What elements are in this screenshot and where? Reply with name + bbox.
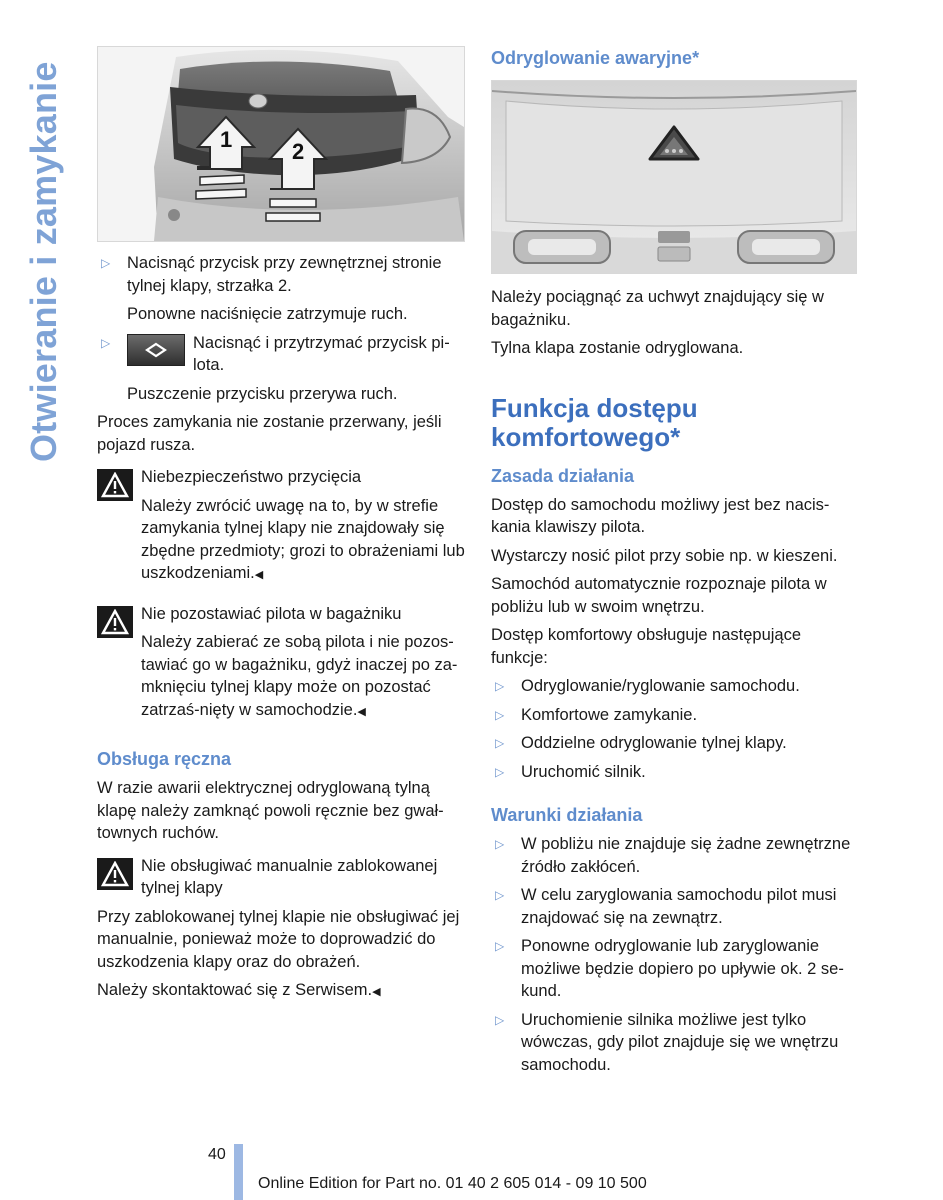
warning-block (97, 466, 465, 587)
triangle-right-icon: ▷ (495, 888, 505, 902)
paragraph: Puszczenie przycisku przerywa ruch. (127, 384, 398, 403)
paragraph: Dostęp komfortowy obsługuje następujące funkcje: (491, 626, 802, 667)
list-item (491, 675, 861, 698)
list-item (97, 252, 465, 297)
warning-block (97, 855, 465, 900)
list-item (491, 935, 861, 1003)
paragraph: Ponowne naciśnięcie zatrzymuje ruch. (127, 305, 408, 323)
paragraph: Tylna klapa zostanie odryglowana. (491, 339, 744, 357)
section-heading-principle: Zasada działania (491, 465, 635, 486)
triangle-right-icon: ▷ (101, 256, 111, 270)
warning-triangle-icon (97, 469, 133, 501)
right-column (491, 46, 861, 1082)
list-item (491, 884, 861, 929)
bullet-text: Odryglowanie/ryglowanie samochodu. (521, 677, 800, 695)
bullet-text: Uruchomić silnik. (521, 762, 646, 781)
paragraph: Przy zablokowanej tylnej klapie nie obsługiwać jej manualnie, ponieważ może to doprowadzić do uszkodzenia klapy oraz do obrażeń. (97, 907, 460, 971)
warning-title: Niebezpieczeństwo przycięcia (141, 468, 362, 486)
list-item (491, 704, 861, 727)
figure-label-2: 2 (292, 139, 305, 164)
warning-title: Nie obsługiwać manualnie zablokowanej tylnej klapy (141, 856, 438, 897)
warning-body: Należy zwrócić uwagę na to, by w strefie zamykania tylnej klapy nie znajdowały się zbędne przedmioty; grozi to obrażeniami lub uszkodzeniami.◀ (141, 496, 465, 582)
section-heading-comfort-access: Funkcja dostępu komfortowego* (491, 392, 698, 452)
warning-title: Nie pozostawiać pilota w bagażniku (141, 604, 402, 623)
bullet-text: Nacisnąć i przytrzymać przycisk pi-lota. (193, 333, 450, 374)
paragraph: Wystarczy nosić pilot przy sobie np. w kieszeni. (491, 546, 838, 565)
list-item (491, 732, 861, 755)
tailgate-exterior-figure (97, 46, 465, 242)
bullet-text: Uruchomienie silnika możliwe jest tylko wówczas, gdy pilot znajduje się we wnętrzu samochodu. (521, 1010, 839, 1074)
remote-key-icon (127, 334, 185, 366)
list-item (97, 332, 465, 377)
list-item (491, 1009, 861, 1077)
triangle-right-icon: ▷ (495, 679, 505, 693)
triangle-right-icon: ▷ (495, 837, 505, 851)
list-item (491, 833, 861, 878)
bullet-text: Nacisnąć przycisk przy zewnętrznej stronie tylnej klapy, strzałka 2. (127, 254, 442, 295)
triangle-right-icon: ▷ (495, 764, 505, 779)
warning-body: Należy zabierać ze sobą pilota i nie pozos-tawiać go w bagażniku, gdyż inaczej po za-mknięciu tylnej klapy może on pozostać zatrzaś-nięty w samochodzie.◀ (141, 633, 458, 719)
end-of-section-icon: ◀ (254, 569, 264, 581)
emergency-release-figure (491, 80, 857, 274)
bullet-text: W celu zaryglowania samochodu pilot musi znajdować się na zewnątrz. (521, 886, 837, 927)
warning-block (97, 603, 465, 724)
edition-note: Online Edition for Part no. 01 40 2 605 014 - 09 10 500 (258, 1175, 647, 1192)
left-column (97, 46, 465, 1010)
page-number: 40 (208, 1146, 226, 1163)
bullet-text: Oddzielne odryglowanie tylnej klapy. (521, 734, 787, 752)
end-of-section-icon: ◀ (357, 705, 366, 718)
bullet-text: W pobliżu nie znajduje się żadne zewnętrzne źródło zakłóceń. (521, 835, 851, 876)
triangle-right-icon: ▷ (101, 335, 111, 350)
paragraph: Należy pociągnąć za uchwyt znajdujący się w bagażniku. (491, 288, 824, 329)
bullet-text: Ponowne odryglowanie lub zaryglowanie możliwe będzie dopiero po upływie ok. 2 se-kund. (521, 937, 844, 1000)
paragraph: Należy skontaktować się z Serwisem.◀ (97, 981, 381, 999)
warning-triangle-icon (97, 606, 133, 638)
figure-label-1: 1 (220, 127, 233, 152)
list-item (491, 761, 861, 784)
paragraph: Dostęp do samochodu możliwy jest bez nacis-kania klawiszy pilota. (491, 495, 830, 536)
section-heading-emergency: Odryglowanie awaryjne* (491, 48, 700, 68)
tailgate-exterior-image (98, 47, 464, 241)
triangle-right-icon: ▷ (495, 1012, 505, 1027)
trunk-handle-image (492, 81, 856, 273)
paragraph: W razie awarii elektrycznej odryglowaną tylną klapę należy zamknąć powoli ręcznie bez gwał-townych ruchów. (97, 779, 444, 842)
section-heading-conditions: Warunki działania (491, 805, 643, 825)
end-of-section-icon: ◀ (372, 986, 381, 998)
paragraph: Samochód automatycznie rozpoznaje pilota w pobliżu lub w swoim wnętrzu. (491, 575, 827, 616)
triangle-right-icon: ▷ (495, 707, 505, 722)
paragraph: Proces zamykania nie zostanie przerwany, jeśli pojazd rusza. (97, 413, 442, 454)
side-title: Otwieranie i zamykanie (23, 61, 64, 462)
footer-bar (234, 1144, 243, 1200)
triangle-right-icon: ▷ (495, 736, 505, 750)
triangle-right-icon: ▷ (495, 939, 505, 953)
warning-triangle-icon (97, 858, 133, 890)
section-heading-manual: Obsługa ręczna (97, 749, 232, 769)
bullet-text: Komfortowe zamykanie. (521, 705, 698, 724)
